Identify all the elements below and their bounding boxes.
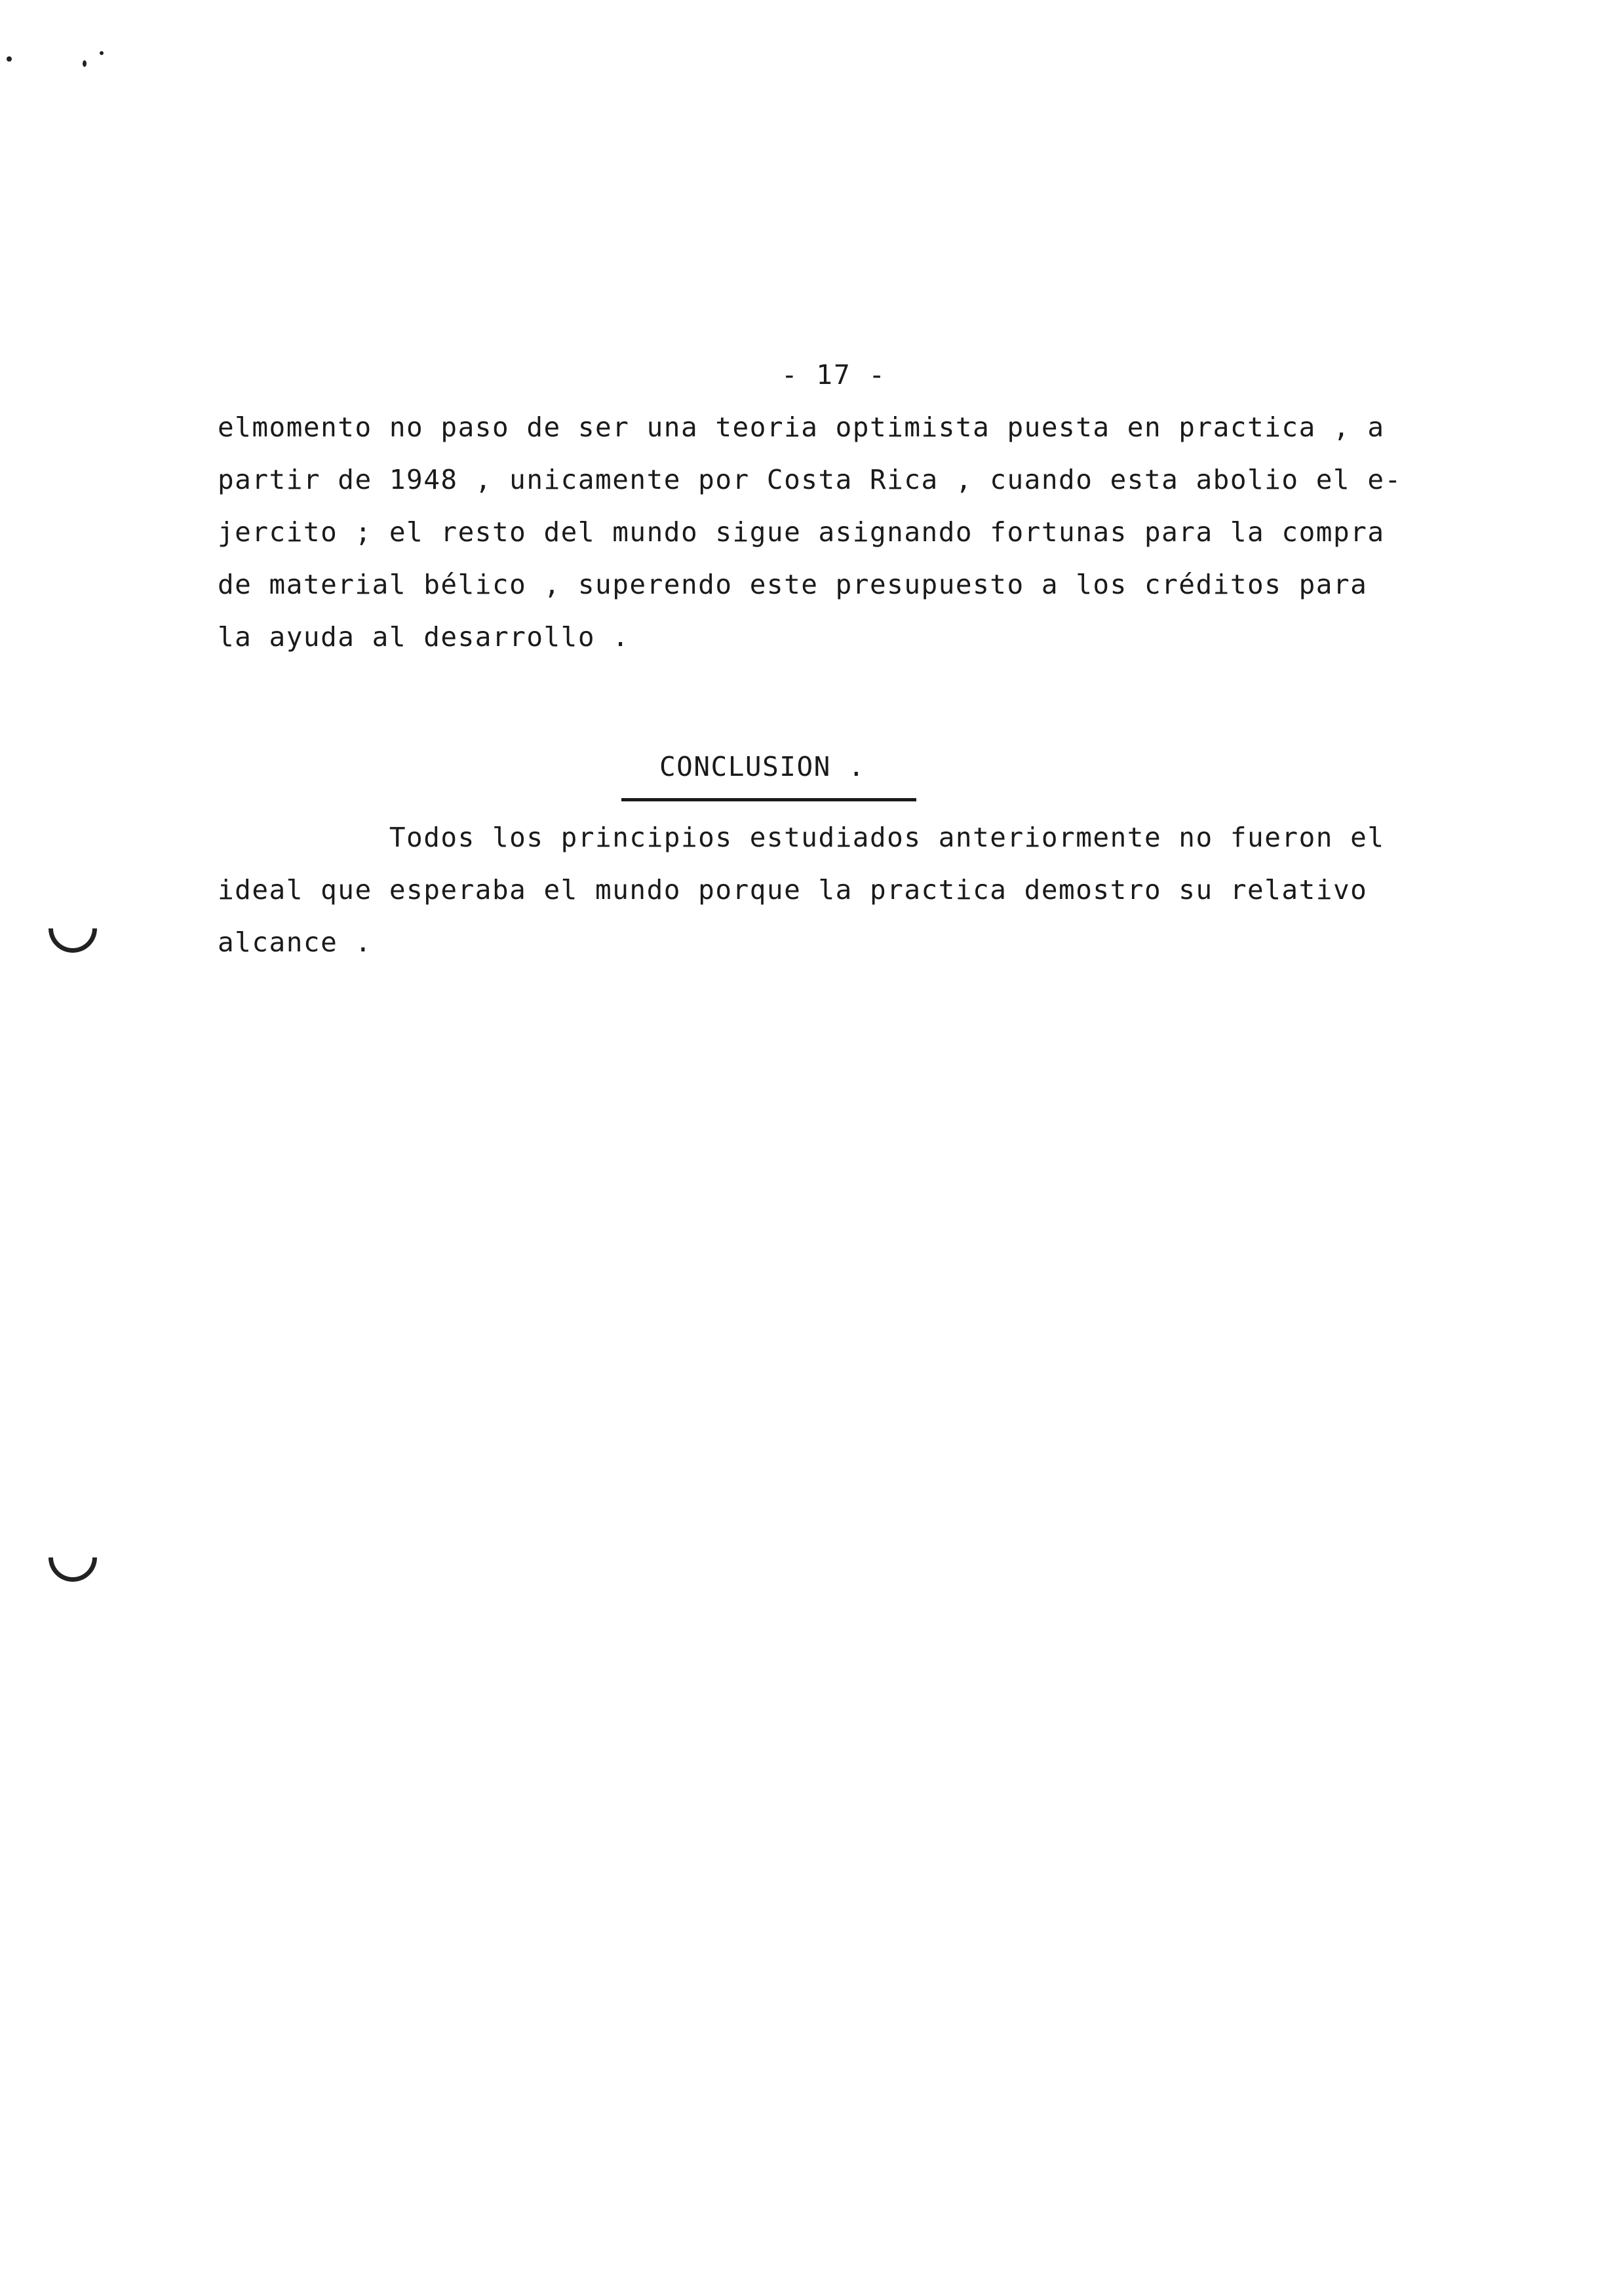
conclusion-paragraph (218, 811, 1385, 968)
scan-speck (7, 56, 12, 62)
paragraph-line: partir de 1948 , unicamente por Costa Rica , cuando esta abolio el e- (218, 464, 1402, 495)
page-number: - 17 - (781, 359, 887, 391)
heading-underline (621, 798, 916, 801)
paragraph-line: la ayuda al desarrollo . (218, 621, 630, 653)
paragraph-line: de material bélico , superendo este presupuesto a los créditos para (218, 569, 1368, 600)
paragraph-line: Todos los principios estudiados anteriormente no fueron el (218, 822, 1385, 853)
paragraph-line: ideal que esperaba el mundo porque la practica demostro su relativo (218, 874, 1368, 906)
scan-speck (83, 60, 87, 67)
conclusion-heading: CONCLUSION . (659, 751, 866, 782)
page-number-container (0, 359, 1615, 391)
paragraph-line: elmomento no paso de ser una teoria optimista puesta en practica , a (218, 411, 1385, 443)
paragraph-line: jercito ; el resto del mundo sigue asignando fortunas para la compra (218, 516, 1385, 548)
body-paragraph (218, 401, 1402, 663)
punch-hole-mark (39, 1523, 107, 1592)
scan-speck (100, 51, 104, 55)
paragraph-line: alcance . (218, 927, 372, 958)
punch-hole-mark (39, 894, 107, 963)
